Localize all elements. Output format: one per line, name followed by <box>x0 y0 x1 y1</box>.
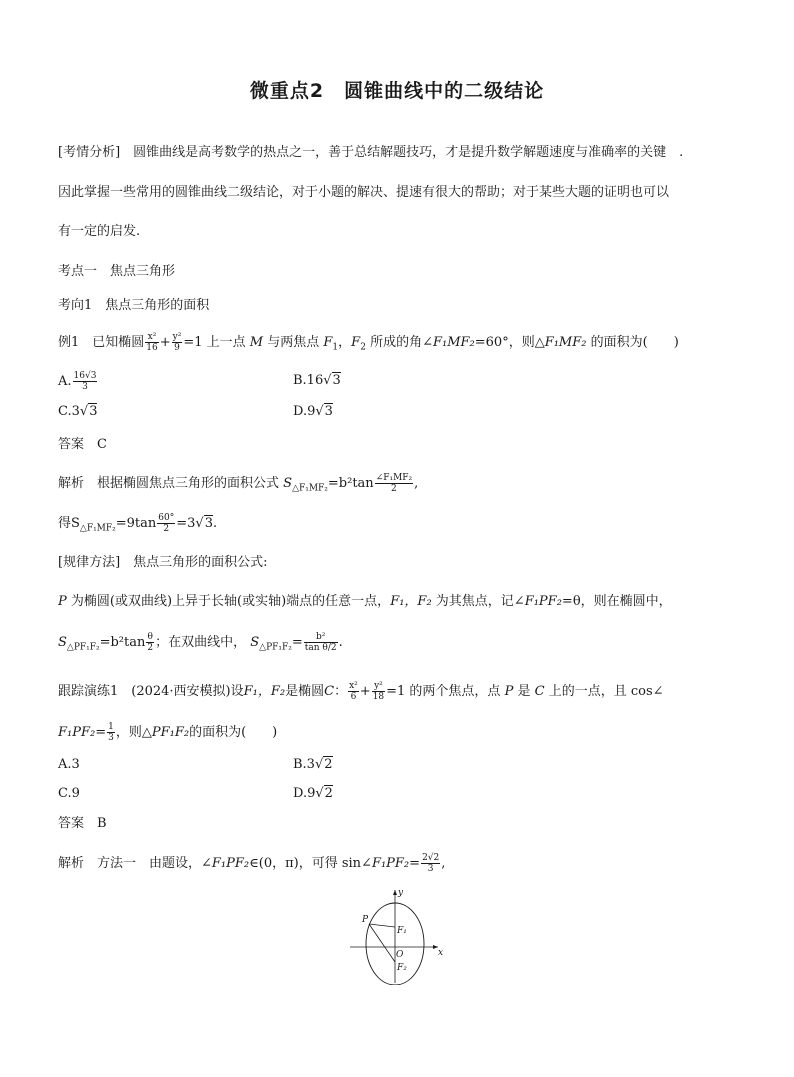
intro-line-2: 因此掌握一些常用的圆锥曲线二级结论，对于小题的解决、提速有很大的帮助；对于某些大题的证明也可以 <box>58 185 670 200</box>
colon: ： <box>334 684 348 699</box>
angle-fraction <box>375 473 413 494</box>
frac-den: 2 <box>163 524 170 534</box>
choice-1B: B.16√3 <box>293 373 341 388</box>
choice-label: D.9 <box>293 786 316 801</box>
var-S: S <box>283 476 293 491</box>
y-axis-arrow <box>393 890 397 895</box>
tail-text: 的面积为( ) <box>590 335 679 350</box>
choice-2B: B.3√2 <box>293 757 333 772</box>
frac-den: 18 <box>372 692 385 702</box>
frac-den: tan θ/2 <box>304 643 337 653</box>
frac-den: 16 <box>146 343 158 353</box>
theta-fraction <box>146 632 154 653</box>
subscript: △PF₁F₂ <box>66 642 100 653</box>
frac-num: 2√2 <box>422 853 440 863</box>
eq-text: =b²tan <box>327 476 374 491</box>
label-x: x <box>438 948 444 958</box>
eq-text: = <box>291 635 303 650</box>
mid-text: 是椭圆 <box>285 684 325 699</box>
angle-var: F₁PF₂ <box>371 856 410 871</box>
result: =3 <box>176 516 196 531</box>
intro-line-1 <box>58 143 683 163</box>
triangle-var: PF₁F₂ <box>151 725 190 740</box>
example-1: 例1 已知椭圆 $\frac{\text{x²}}{16}$ + $\frac{\text{y²}}{9}$ =1 上一点 M 与两焦点 $F_1$，$F_2$ 所成的角∠F₁MF₂=60°，则△F₁MF₂ 的面积为( ) <box>58 332 679 353</box>
frac-num: x² <box>349 681 358 691</box>
practice-label: 跟踪演练1 (2024·西安模拟)设 <box>58 684 244 699</box>
choice-2A: A.3 <box>58 757 80 772</box>
frac-den: 2 <box>147 643 154 653</box>
choice-label: A. <box>58 374 72 389</box>
choice-1A <box>58 371 98 392</box>
intro-tag: [考情分析] <box>58 145 121 160</box>
frac-den: 6 <box>350 692 357 702</box>
method-line-1 <box>58 592 672 612</box>
example-label: 例1 已知椭圆 <box>58 335 145 350</box>
plus-sign: + <box>359 684 371 699</box>
var-P: P <box>504 684 514 699</box>
segment-PF2 <box>369 924 395 962</box>
method-text: 为椭圆(或双曲线)上异于长轴(或实轴)端点的任意一点， <box>70 594 391 609</box>
mid-text: 与两焦点 <box>267 335 320 350</box>
method-text-c: =θ，则在椭圆中， <box>561 594 672 609</box>
fraction-y2-18 <box>372 681 385 702</box>
frac-den: 3 <box>108 733 114 743</box>
analysis-pre: 解析 方法一 由题设，∠ <box>58 856 212 871</box>
frac-num: 1 <box>108 722 114 732</box>
page-title: 微重点2 圆锥曲线中的二级结论 <box>249 80 545 102</box>
choice-fraction <box>73 371 98 392</box>
method-line-2 <box>58 632 343 658</box>
sine-fraction <box>421 853 440 874</box>
label-P: P <box>362 915 369 925</box>
radicand: 2 <box>324 786 333 801</box>
eq-text: =1 的两个焦点，点 <box>386 684 501 699</box>
analysis-2 <box>58 853 445 874</box>
frac-den: 9 <box>174 343 180 353</box>
radicand: 2 <box>324 757 333 772</box>
frac-num: y² <box>172 332 182 342</box>
label-F2: F₂ <box>397 963 407 973</box>
choice-2D: D.9√2 <box>293 786 333 801</box>
end-punct: . <box>212 516 218 531</box>
frac-num: b² <box>304 632 338 643</box>
practice-1-line-2 <box>58 722 277 743</box>
ellipse-figure <box>340 885 450 985</box>
answer-1: 答案 C <box>58 437 107 452</box>
eq-text: =b²tan <box>99 635 146 650</box>
fraction-x2-16 <box>145 332 158 353</box>
frac-den: 2 <box>391 484 397 494</box>
subscript: △F₁MF₂ <box>79 523 116 534</box>
angle-val: =60°，则△ <box>474 335 545 350</box>
radicand: 3 <box>89 404 98 419</box>
frac-den: 3 <box>427 864 434 874</box>
plus-sign: + <box>159 335 171 350</box>
var-P: P <box>58 594 67 609</box>
choice-label: D.9 <box>293 404 316 419</box>
radicand: 3 <box>324 404 333 419</box>
analysis-pre: 解析 根据椭圆焦点三角形的面积公式 <box>58 476 280 491</box>
angle-var: F₁PF₂ <box>58 725 96 740</box>
on-text: 是 <box>517 684 531 699</box>
var-F2: F <box>351 335 361 350</box>
frac-num: θ <box>147 632 153 642</box>
angle-var: F₁PF₂ <box>524 594 562 609</box>
var-S: S <box>250 635 260 650</box>
analysis-1-line-2: 得$S_{\triangle F_1MF_2}=9\tan$ $\frac{60^\circ}{2}$ =3√3. <box>58 513 218 534</box>
var-F1: F <box>323 335 333 350</box>
hyperbola-fraction <box>304 632 338 653</box>
radicand: 3 <box>204 516 213 531</box>
frac-den: 3 <box>82 382 88 392</box>
label-y: y <box>398 888 404 898</box>
radicand: 3 <box>332 373 341 388</box>
var-C: C <box>534 684 545 699</box>
var-S: S <box>58 635 67 650</box>
end-punct: , <box>414 476 419 491</box>
label-O: O <box>396 950 404 960</box>
eq-text: =1 上一点 <box>183 335 246 350</box>
section-heading: 考点一 焦点三角形 <box>58 264 176 279</box>
direction-heading: 考向1 焦点三角形的面积 <box>58 298 210 313</box>
triangle-var: F₁MF₂ <box>544 335 587 350</box>
tail-text: 上的一点，且 cos∠ <box>548 684 664 699</box>
angle-fraction <box>157 513 175 534</box>
mid-text: ；在双曲线中， <box>155 635 247 650</box>
subscript: △PF₁F₂ <box>259 642 292 653</box>
frac-num: 60° <box>158 513 175 523</box>
end-text: 的面积为( ) <box>189 725 278 740</box>
choice-1D: D.9√3 <box>293 404 333 419</box>
intro-text-1: 圆锥曲线是高考数学的热点之一，善于总结解题技巧，才是提升数学解题速度与准确率的关键 . <box>133 145 684 160</box>
choice-label: B.3 <box>293 757 315 772</box>
end-punct: , <box>441 856 446 871</box>
choice-1C: C.3√3 <box>58 404 98 419</box>
end-punct: . <box>338 635 343 650</box>
var-foci: F₁，F₂ <box>243 684 286 699</box>
choice-label: C.3 <box>58 404 80 419</box>
choice-2C: C.9 <box>58 786 80 801</box>
choice-label: B.16 <box>293 373 324 388</box>
eq-text: = <box>95 725 107 740</box>
frac-num: 16√3 <box>73 371 97 381</box>
fraction-x2-6 <box>348 681 359 702</box>
var-C: C <box>324 684 335 699</box>
analysis-1-line-1 <box>58 473 418 499</box>
method-text-b: 为其焦点，记∠ <box>435 594 525 609</box>
range-text: ∈(0，π)，可得 sin∠ <box>249 856 372 871</box>
fraction-1-3 <box>107 722 115 743</box>
fraction-y2-9 <box>172 332 183 353</box>
angle-pre: 所成的角∠ <box>370 335 433 350</box>
frac-num: x² <box>145 332 158 343</box>
angle-var: F₁PF₂ <box>211 856 250 871</box>
label-F1: F₁ <box>397 926 407 936</box>
result-pre: 得S <box>58 516 80 531</box>
frac-num: ∠F₁MF₂ <box>375 473 413 483</box>
comma: ， <box>338 335 352 350</box>
tail-text: ，则△ <box>115 725 152 740</box>
angle-var: F₁MF₂ <box>432 335 475 350</box>
var-M: M <box>249 335 264 350</box>
answer-2: 答案 B <box>58 816 107 831</box>
method-heading: [规律方法] 焦点三角形的面积公式: <box>58 555 268 570</box>
segment-PF1 <box>369 924 395 927</box>
eq-text: =9tan <box>115 516 157 531</box>
subscript: △F₁MF₂ <box>292 483 328 494</box>
eq-text: = <box>409 856 421 871</box>
var-foci: F₁，F₂ <box>390 594 432 609</box>
frac-num: y² <box>372 681 385 692</box>
intro-line-3: 有一定的启发. <box>58 224 141 239</box>
practice-1-line-1 <box>58 681 664 702</box>
